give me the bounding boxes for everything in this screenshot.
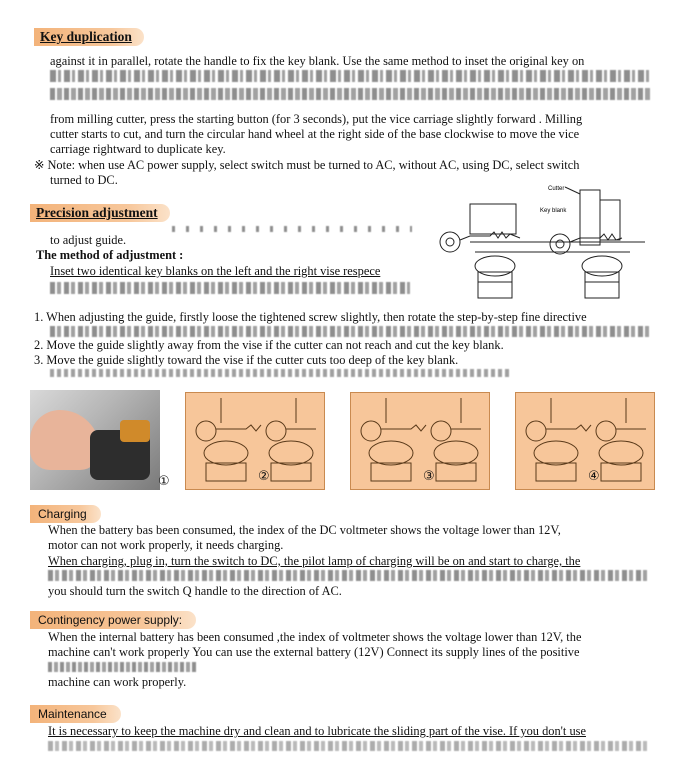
garbled-line <box>50 88 650 100</box>
step-3: 3. Move the guide slightly toward the vise if the cutter cuts too deep of the key blank. <box>34 353 459 367</box>
step-1: 1. When adjusting the guide, firstly loose the tightened screw slightly, then rotate the step-by-step fine directive <box>34 310 587 324</box>
charging-heading: Charging <box>30 505 101 523</box>
figure-3-panel <box>350 392 490 490</box>
key-dup-line-3: cutter starts to cut, and turn the circular hand wheel at the right side of the base clockwise to move the vice <box>50 127 580 141</box>
figure-2-drawing <box>186 393 324 489</box>
cutter-label: Cutter <box>548 186 565 192</box>
maintenance-line: It is necessary to keep the machine dry and clean and to lubricate the sliding part of the vise. If you don't use <box>48 724 586 738</box>
garbled-line <box>50 369 510 377</box>
garbled-line <box>50 70 650 82</box>
key-blank-label: Key blank <box>540 208 567 214</box>
garbled-line <box>48 570 648 581</box>
maintenance-heading: Maintenance <box>30 705 121 723</box>
hand-photo <box>30 390 160 490</box>
figure-4-label: ④ <box>588 469 600 484</box>
guide-diagram <box>430 182 670 307</box>
garbled-line <box>48 741 648 751</box>
charging-line-4: you should turn the switch Q handle to the direction of AC. <box>48 584 342 598</box>
figure-2-panel <box>185 392 325 490</box>
key-dup-line-2: from milling cutter, press the starting button (for 3 seconds), put the vice carriage slightly forward . Milling <box>50 112 583 126</box>
contingency-line-1: When the internal battery has been consumed ,the index of voltmeter shows the voltage lower than 12V, the <box>48 630 582 644</box>
key-dup-line-1: against it in parallel, rotate the handle to fix the key blank. Use the same method to inset the original key on <box>50 54 585 68</box>
charging-line-1: When the battery bas been consumed, the index of the DC voltmeter shows the voltage lower than 12V, <box>48 523 561 537</box>
method-title: The method of adjustment : <box>36 248 184 262</box>
figure-2-label: ② <box>258 469 270 484</box>
figure-4-panel <box>515 392 655 490</box>
precision-heading: Precision adjustment <box>30 204 170 222</box>
note-line-2: turned to DC. <box>50 173 118 187</box>
charging-line-2: motor can not work properly, it needs charging. <box>48 538 284 552</box>
charging-line-3: When charging, plug in, turn the switch to DC, the pilot lamp of charging will be on and start to charge, the <box>48 554 581 568</box>
note-line: ※ Note: when use AC power supply, select switch must be turned to AC, without AC, using DC, select switch <box>34 158 580 172</box>
step-2: 2. Move the guide slightly away from the vise if the cutter can not reach and cut the key blank. <box>34 338 504 352</box>
knob-shape <box>120 420 150 442</box>
contingency-line-2: machine can't work properly You can use the external battery (12V) Connect its supply lines of the positive <box>48 645 580 659</box>
method-line: Inset two identical key blanks on the left and the right vise respece <box>50 264 381 278</box>
figure-1-label: ① <box>158 474 170 489</box>
figure-4-drawing <box>516 393 654 489</box>
key-duplication-heading: Key duplication <box>34 28 144 46</box>
precision-line-1: to adjust guide. <box>50 233 127 247</box>
garbled-line <box>50 282 410 294</box>
figure-3-drawing <box>351 393 489 489</box>
figure-3-label: ③ <box>423 469 435 484</box>
garbled-line <box>50 326 650 337</box>
contingency-heading: Contingency power supply: <box>30 611 196 629</box>
contingency-line-3: machine can work properly. <box>48 675 187 689</box>
key-dup-line-4: carriage rightward to duplicate key. <box>50 142 226 156</box>
garbled-line <box>48 662 198 672</box>
garbled-line <box>172 226 412 232</box>
